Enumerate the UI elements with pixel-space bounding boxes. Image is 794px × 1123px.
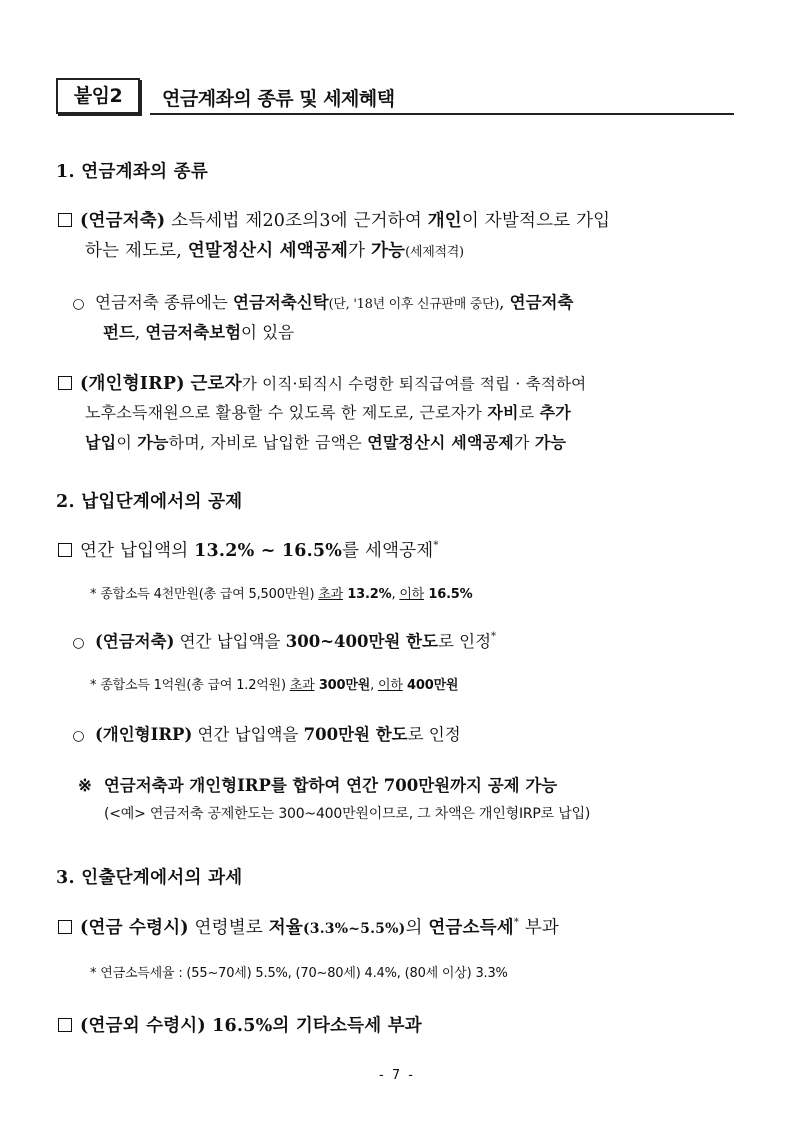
s2-c2-t1: (개인형IRP)	[95, 725, 193, 744]
s1-bullet-2-line-3	[85, 430, 566, 453]
s1-b2-t3: 근로자	[190, 374, 242, 394]
attachment-badge: 붙임2	[56, 78, 140, 114]
s3-b2-t1: (연금외 수령시)	[80, 1016, 206, 1036]
s2-c1-t4: 로 인정	[437, 632, 492, 651]
s2-n2-t1: * 종합소득 1억원(총 급여 1.2억원)	[90, 678, 290, 693]
s1-b2-l2a: 노후소득재원으로 활용할 수 있도록 한 제도로, 근로자가	[85, 403, 488, 422]
s1-b1-label: (연금저축)	[80, 211, 166, 231]
s3-b1-t4: (3.3%~5.5%)	[302, 921, 406, 937]
s2-c1-t1: (연금저축)	[95, 632, 175, 651]
s1-b1-text: 소득세법 제20조의3에 근거하여	[165, 211, 428, 231]
circle-bullet-icon: ○	[72, 635, 85, 651]
s2-c1-t2: 연간 납입액을	[174, 632, 286, 651]
footnote-mark: *	[433, 540, 439, 551]
s1-b2-l3b: 이	[116, 433, 138, 452]
square-bullet-icon	[58, 376, 72, 390]
s1-circle-1-line-1	[72, 289, 573, 313]
s1-bullet-2-line-1	[58, 370, 586, 395]
s1-c1-t2: 연금저축신탁	[233, 293, 329, 312]
s1-bullet-2-line-2	[85, 400, 571, 423]
s2-note-2	[90, 674, 458, 693]
s2-n1-t4: ,	[391, 587, 400, 602]
s2-circle-1	[72, 628, 496, 652]
s1-c1-l2a: 펀드	[103, 323, 135, 342]
s1-b1-l2e: (세제적격)	[405, 245, 464, 260]
s2-n1-t3: 13.2%	[343, 587, 392, 602]
s1-b2-l3f: 가	[513, 433, 535, 452]
s2-b1-t1: 연간 납입액의	[80, 541, 195, 561]
reference-mark-icon: ※	[78, 776, 92, 795]
square-bullet-icon	[58, 543, 72, 557]
s1-c1-l2d: 이 있음	[241, 323, 295, 342]
s1-b2-t1: (개인형IRP)	[80, 374, 185, 394]
s1-c1-t1: 연금저축 종류에는	[95, 293, 234, 312]
s2-remark-example: (<예> 연금저축 공제한도는 300~400만원이므로, 그 차액은 개인형IRP로 납입)	[104, 806, 591, 822]
s1-b1-l2c: 가	[348, 241, 371, 261]
s1-b1-l2d: 가능	[370, 241, 406, 261]
s2-c2-t3: 700만원 한도	[303, 725, 408, 744]
s2-n2-t4: ,	[370, 678, 378, 693]
s1-b1-text-2: 이 자발적으로 가입	[461, 211, 611, 231]
section-2-heading: 2. 납입단계에서의 공제	[56, 492, 243, 512]
s1-b2-l2c: 로	[518, 403, 540, 422]
s3-note-1: * 연금소득세율 : (55~70세) 5.5%, (70~80세) 4.4%, (80세 이상) 3.3%	[90, 966, 508, 981]
s1-b1-l2a: 하는 제도로,	[85, 241, 188, 261]
s3-b2-t2: 16.5%의 기타소득세 부과	[205, 1016, 422, 1036]
s3-b1-t7: 부과	[519, 918, 560, 938]
s3-b1-t2: 연령별로	[188, 918, 269, 938]
s2-c1-t3: 300~400만원 한도	[285, 632, 438, 651]
title-underline	[150, 113, 734, 115]
s1-c1-t4: ,	[499, 293, 510, 312]
footnote-mark: *	[491, 631, 497, 642]
s2-circle-2	[72, 721, 461, 745]
section-3-heading: 3. 인출단계에서의 과세	[56, 868, 243, 888]
s2-remark	[78, 772, 557, 796]
s2-remark-text: 연금저축과 개인형IRP를 합하여 연간 700만원까지 공제 가능	[103, 776, 558, 795]
s2-n1-t2: 초과	[318, 587, 344, 602]
circle-bullet-icon: ○	[72, 728, 85, 744]
s1-b2-l3a: 납입	[85, 433, 117, 452]
square-bullet-icon	[58, 1018, 72, 1032]
page-title: 연금계좌의 종류 및 세제혜택	[162, 88, 395, 110]
s1-c1-l2c: 연금저축보험	[145, 323, 242, 342]
s2-n1-t6: 16.5%	[424, 587, 473, 602]
s3-bullet-2	[58, 1012, 422, 1037]
s1-bullet-1-line-2	[85, 237, 464, 262]
s1-b2-l3e: 연말정산시 세액공제	[367, 433, 514, 452]
page-number: - 7 -	[379, 1068, 415, 1083]
s2-n2-t2: 초과	[289, 678, 315, 693]
s1-b2-l3g: 가능	[534, 433, 567, 452]
s2-note-1	[90, 583, 472, 602]
s1-b2-l3c: 가능	[137, 433, 169, 452]
s1-c1-t5: 연금저축	[509, 293, 574, 312]
s1-c1-t3: (단, '18년 이후 신규판매 중단)	[328, 297, 500, 312]
s2-c2-t4: 로 인정	[407, 725, 461, 744]
s1-b2-t4: 가 이직·퇴직시 수령한 퇴직급여를 적립 · 축적하여	[241, 375, 587, 393]
s1-b2-l2d: 추가	[539, 403, 571, 422]
s2-bullet-1	[58, 537, 439, 562]
s1-bullet-1-line-1	[58, 207, 610, 232]
s1-c1-l2b: ,	[134, 323, 146, 342]
s2-b1-t3: 를 세액공제	[342, 541, 434, 561]
square-bullet-icon	[58, 920, 72, 934]
s3-b1-t3: 저율	[268, 918, 303, 938]
section-1-heading: 1. 연금계좌의 종류	[56, 162, 209, 182]
s3-b1-t6: 연금소득세	[428, 918, 514, 938]
s2-b1-t2: 13.2% ~ 16.5%	[194, 541, 343, 561]
s3-b1-t1: (연금 수령시)	[80, 918, 189, 938]
s2-n2-t6: 400만원	[402, 678, 459, 693]
s1-b2-l2b: 자비	[487, 403, 519, 422]
s2-n2-t3: 300만원	[314, 678, 371, 693]
s1-circle-1-line-2	[103, 319, 294, 343]
square-bullet-icon	[58, 213, 72, 227]
s1-b1-l2b: 연말정산시 세액공제	[187, 241, 349, 261]
footnote-mark: *	[513, 917, 520, 928]
s3-bullet-1	[58, 914, 559, 939]
s2-n2-t5: 이하	[377, 678, 403, 693]
circle-bullet-icon: ○	[72, 296, 85, 312]
s2-c2-t2: 연간 납입액을	[192, 725, 304, 744]
s1-b1-strong: 개인	[427, 211, 462, 231]
s3-b1-t5: 의	[405, 918, 429, 938]
s2-n1-t1: * 종합소득 4천만원(총 급여 5,500만원)	[90, 587, 319, 602]
s2-n1-t5: 이하	[399, 587, 425, 602]
s1-b2-l3d: 하며, 자비로 납입한 금액은	[168, 433, 368, 452]
